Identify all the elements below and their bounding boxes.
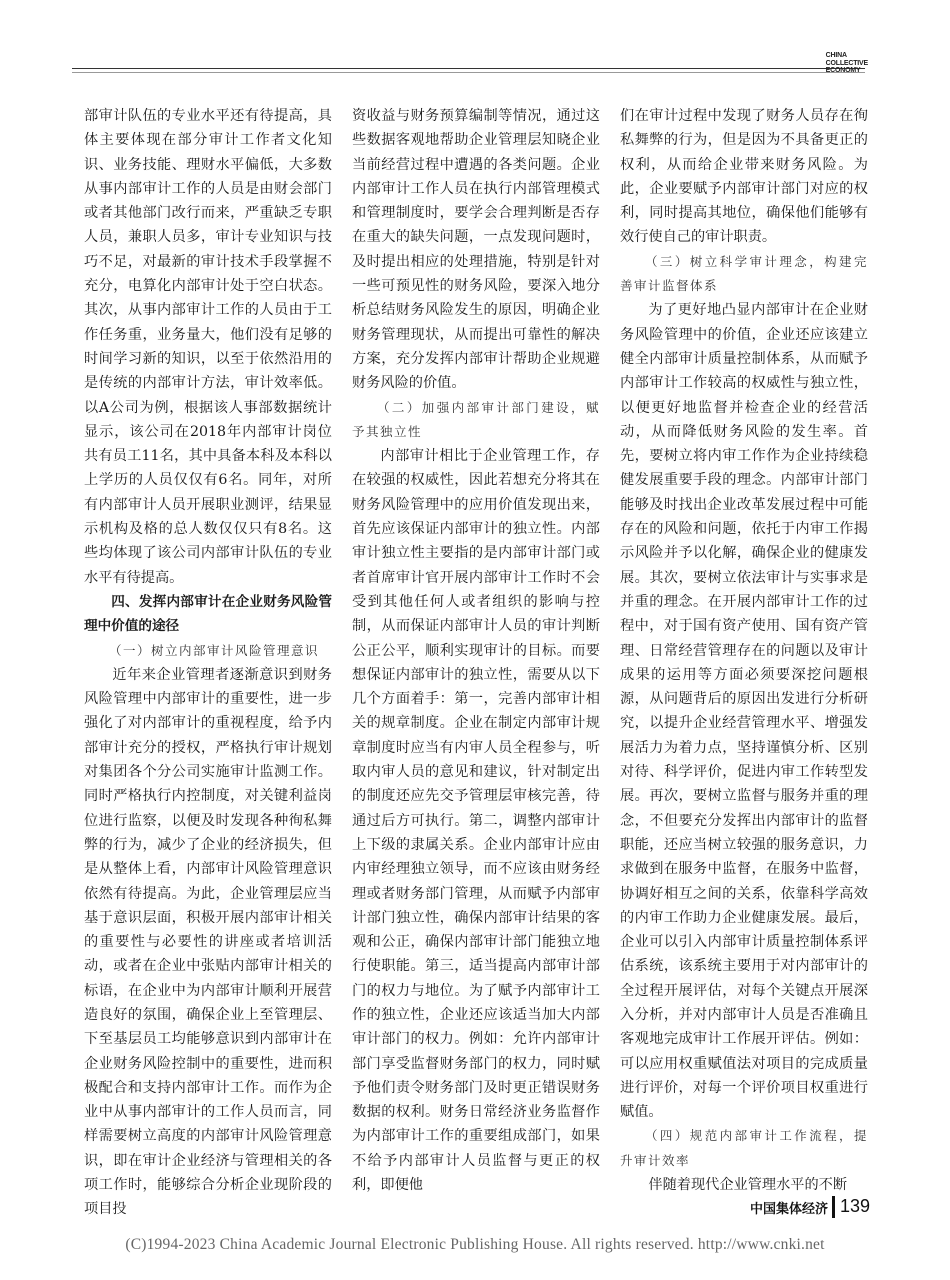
header-rule [72,68,865,69]
footer-journal-name: 中国集体经济 [749,1201,828,1216]
text-column-left [84,104,332,1222]
subsection-heading: （二）加强内部审计部门建设，赋予其独立性 [352,399,600,439]
subsection-heading: （一）树立内部审计风险管理意识 [109,642,320,658]
brand-line: CHINA [825,52,847,59]
page-number: 139 [840,1196,871,1216]
paragraph: 内部审计相比于企业管理工作，存在较强的权威性，因此若想充分将其在财务风险管理中的应用价值发现出来，首先应该保证内部审计的独立性。内部审计独立性主要指的是内部审计部门或者首席审计官开展内部审计工作时不会受到其他任何人或者组织的影响与控制，从而保证内部审计人员的审计判断公正公平，顺利实现审计的目标。而要想保证内部审计的独立性，需要从以下几个方面着手：第一，完善内部审计相关的规章制度。企业在制定内部审计规章制度时应当有内审人员全程参与，听取内审人员的意见和建议，针对制定出的制度还应先交予管理层审核完善，待通过后方可执行。第二，调整内部审计上下级的隶属关系。企业内部审计应由内审经理独立领导，而不应该由财务经理或者财务部门管理，从而赋予内部审计部门独立性，确保内部审计结果的客观和公正，确保内部审计部门能独立地行使职能。第三，适当提高内部审计部门的权力与地位。为了赋予内部审计工作的独立性，企业还应该适当加大内部审计部门的权力。例如：允许内部审计部门享受监督财务部门的权力，同时赋予他们责令财务部门及时更正错误财务数据的权利。财务日常经济业务监督作为内部审计工作的重要组成部门，如果不给予内部审计人员监督与更正的权利，即便他 [352,448,600,1194]
footer-divider [832,1196,835,1218]
header-rule-thin [72,72,865,73]
paragraph: 部审计队伍的专业水平还有待提高，具体主要体现在部分审计工作者文化知识、业务技能、理财水平偏低，大多数从事内部审计工作的人员是由财会部门或者其他部门改行而来，严重缺乏专职人员，兼职人员多，审计专业知识与技巧不足，对最新的审计技术手段掌握不充分，电算化内部审计处于空白状态。其次，从事内部审计工作的人员由于工作任务重，业务量大，他们没有足够的时间学习新的知识，以至于依然沿用的是传统的内部审计方法，审计效率低。以A公司为例，根据该人事部数据统计显示，该公司在2018年内部审计岗位共有员工11名，其中具备本科及本科以上学历的人员仅仅有6名。同年，对所有内部审计人员开展职业测评，结果显示机构及格的总人数仅仅只有8名。这些均体现了该公司内部审计队伍的专业水平有待提高。 [84,108,332,586]
paragraph: 们在审计过程中发现了财务人员存在徇私舞弊的行为，但是因为不具备更正的权利，从而给企业带来财务风险。为此，企业要赋予内部审计部门对应的权利，同时提高其地位，确保他们能够有效行使自己的审计职责。 [620,108,868,246]
subsection-heading: （三）树立科学审计理念，构建完善审计监督体系 [620,253,868,294]
text-column-right [620,104,868,1197]
journal-brand-logo [826,52,868,75]
section-heading: 四、发挥内部审计在企业财务风险管理中价值的途径 [84,593,332,635]
text-column-middle [352,104,600,1197]
paragraph: 近年来企业管理者逐渐意识到财务风险管理中内部审计的重要性，进一步强化了对内部审计的重视程度，给予内部审计充分的授权，严格执行审计规划对集团各个分公司实施审计监测工作。同时严格执行内控制度，对关键利益岗位进行监察，以便及时发现各种徇私舞弊的行为，减少了企业的经济损失，但是从整体上看，内部审计风险管理意识依然有待提高。为此，企业管理层应当基于意识层面，积极开展内部审计相关的重要性与必要性的讲座或者培训活动，或者在企业中张贴内部审计相关的标语，在企业中为内部审计顺利开展营造良好的氛围，确保企业上至管理层、下至基层员工均能够意识到内部审计在企业财务风险控制中的重要性，进而积极配合和支持内部审计工作。而作为企业中从事内部审计的工作人员而言，同样需要树立高度的内部审计风险管理意识，即在审计企业经济与管理相关的各项工作时，能够综合分析企业现阶段的项目投 [84,666,332,1218]
subsection-heading: （四）规范内部审计工作流程，提升审计效率 [620,1128,868,1168]
brand-line: ECONOMY [825,67,861,74]
paragraph: 资收益与财务预算编制等情况，通过这些数据客观地帮助企业管理层知晓企业当前经营过程中遭遇的各类问题。企业内部审计工作人员在执行内部管理模式和管理制度时，要学会合理判断是否存在重大的缺失问题，一点发现问题时，及时提出相应的处理措施，特别是针对一些可预见性的财务风险，要深入地分析总结财务风险发生的原因，明确企业财务管理现状，从而提出可靠性的解决方案，充分发挥内部审计帮助企业规避财务风险的价值。 [352,108,600,392]
paragraph: 伴随着现代企业管理水平的不断 [648,1177,848,1194]
brand-line: COLLECTIVE [825,59,868,67]
paragraph: 为了更好地凸显内部审计在企业财务风险管理中的价值，企业还应该建立健全内部审计质量控制体系，从而赋予内部审计工作较高的权威性与独立性，以便更好地监督并检查企业的经营活动，从而降低财务风险的发生率。首先，要树立将内审工作作为企业持续稳健发展重要手段的理念。内部审计部门能够及时找出企业改革发展过程中可能存在的风险和问题，依托于内审工作揭示风险并予以化解，确保企业的健康发展。其次，要树立依法审计与实事求是并重的理念。在开展内部审计工作的过程中，对于国有资产使用、国有资产管理、日常经营管理存在的问题以及审计成果的运用等方面必须要深挖问题根源，从问题背后的原因出发进行分析研究，以提升企业经营管理水平、增强发展活力为着力点，坚持谨慎分析、区别对待、科学评价，促进内审工作转型发展。再次，要树立监督与服务并重的理念，不但要充分发挥出内部审计的监督职能，还应当树立较强的服务意识，力求做到在服务中监督，在服务中监督，协调好相互之间的关系，依靠科学高效的内审工作助力企业健康发展。最后，企业可以引入内部审计质量控制体系评估系统，该系统主要用于对内部审计的全过程开展评估，对每个关键点开展深入分析，并对内部审计人员是否准确且客观地完成审计工作展开评估。例如：可以应用权重赋值法对项目的完成质量进行评价，对每一个评价项目权重进行赋值。 [620,302,868,1121]
copyright-notice: (C)1994-2023 China Academic Journal Electronic Publishing House. All rights reserved. http://www.cnki.net [125,1236,825,1253]
